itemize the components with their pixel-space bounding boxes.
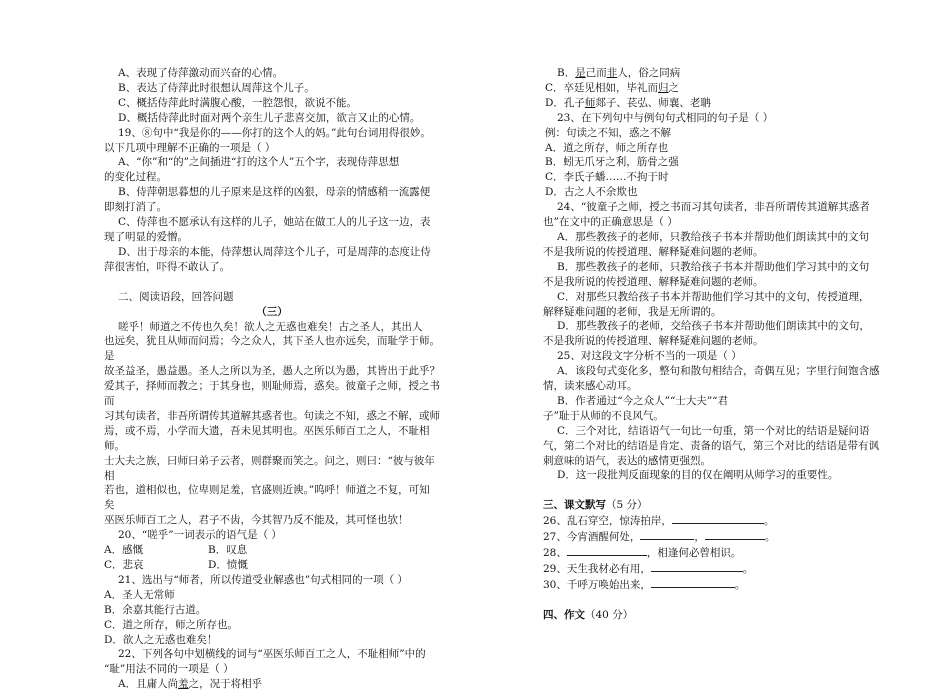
passage-line: 故圣益圣，愚益愚。圣人之所以为圣，愚人之所以为愚，其皆出于此乎？ <box>104 365 440 378</box>
q22-option-b-text-end: 人，俗之同病 <box>617 67 681 79</box>
passage-line: 巫医乐师百工之人，君子不齿，今其智乃反不能及，其可怪也欤！ <box>104 514 409 527</box>
q23-option-a: A．道之所存，师之所存也 <box>545 141 669 154</box>
q22-option-c-underlined: 归 <box>658 81 669 94</box>
passage-line: 爱其子，择师而教之；于其身也，则耻师焉，惑矣。彼童子之师，授之书而 <box>104 380 440 408</box>
fill-27-blank-2[interactable] <box>705 529 765 540</box>
passage-line: 焉，或不焉，小学而大遗，吾未见其明也。巫医乐师百工之人，不耻相师。 <box>104 424 430 452</box>
section-3-heading: 三、课文默写 <box>543 499 606 512</box>
fill-28-end: ，相逢何必曾相识。 <box>646 547 742 560</box>
q20-option-c: C．悲哀 <box>104 559 144 571</box>
q19-stem: 19、⑧句中“我是你的——你打的这个人的妈。”此句台词用得很妙。 <box>118 126 431 139</box>
q23-option-c: C．李氏子蟠……不拘于时 <box>545 171 669 184</box>
q18-option-b: B、表达了侍萍此时很想认周萍这个儿子。 <box>118 81 315 94</box>
q21-option-b: B．余嘉其能行古道。 <box>104 603 207 616</box>
q19-option-a: A、“你”和“的”之间插进“打的这个人”五个字，表现侍萍思想 <box>118 156 400 169</box>
q22-option-b-underlined-1: 是 <box>575 67 586 79</box>
q22-option-b-label: B． <box>557 67 576 79</box>
fill-26-end: 。 <box>763 515 775 528</box>
q19-option-d: D、出于母亲的本能，侍萍想认周萍这个儿子，可是周萍的态度让侍 <box>118 245 431 258</box>
q24-option-a-cont: 不是我所说的传授道理、解释疑难问题的老师。 <box>543 245 764 258</box>
q22-option-d <box>543 96 881 111</box>
q24-option-d: D．那些教孩子的老师，交给孩子书本并帮助他们朗读其中的文句， <box>557 320 870 333</box>
passage-line: 习其句读者，非吾所谓传其道解其惑者也。句读之不知，惑之不解，或师 <box>104 409 440 422</box>
q22-option-d-text-end: 郯子、苌弘、师襄、老聃 <box>595 96 711 109</box>
q24-option-b-cont: 不是我所说的传授道理、解释疑难问题的老师。 <box>543 275 764 288</box>
q25-option-d: D．这一段批判反面现象的目的仅在阐明从师学习的重要性。 <box>557 469 839 482</box>
fill-28-text: 28、 <box>543 547 567 560</box>
q24-stem: 24、“彼童子之师，授之书而习其句读者，非吾所谓传其道解其惑者 <box>557 201 870 214</box>
passage-line: 若也，道相似也，位卑则足羞，官盛则近谀。”呜呼！师道之不复，可知矣 <box>104 484 430 512</box>
q21-option-a: A．圣人无常师 <box>104 588 175 601</box>
q22-option-c <box>543 81 881 96</box>
q21-option-d: D．欲人之无惑也难矣！ <box>104 633 218 646</box>
passage-line: 嗟乎！师道之不传也久矣！欲人之无惑也难矣！古之圣人，其出人 <box>118 320 423 333</box>
q22-stem: 22、下列各句中划横线的词与“巫医乐师百工之人，不耻相师”中的 <box>118 648 426 661</box>
q22-option-c-text-end: 之 <box>668 81 680 94</box>
q22-option-b <box>543 66 881 81</box>
fill-28-blank[interactable] <box>567 545 647 556</box>
q18-option-d: D、概括侍萍此时面对两个亲生儿子悲喜交加，欲言又止的心情。 <box>118 111 421 124</box>
q24-option-c-cont: 解释疑难问题的老师，我是无所谓的。 <box>543 305 722 318</box>
fill-27-text: 27、今宵酒醒何处， <box>543 531 641 544</box>
q19-option-a-cont: 的变化过程。 <box>104 171 167 184</box>
section-4-heading: 四、作文 <box>543 608 585 621</box>
q22-stem-cont: “耻”用法不同的一项是（ ） <box>104 663 234 676</box>
fill-30-text: 30、千呼万唤始出来， <box>543 578 651 591</box>
q23-example: 例：句读之不知，惑之不解 <box>545 126 671 139</box>
q22-option-a <box>104 677 440 692</box>
q20-option-b: B．叹息 <box>208 544 248 557</box>
fill-30 <box>543 577 881 593</box>
q24-option-b: B．那些教孩子的老师，只教给孩子书本并帮助他们学习其中的文句 <box>557 260 870 273</box>
passage-line: 也远矣，犹且从师而问焉；今之众人，其下圣人也亦远矣，而耻学于师。是 <box>104 335 440 363</box>
q19-option-b-cont: 即刻打消了。 <box>104 201 167 214</box>
section-3-title <box>543 498 881 513</box>
q20-option-a: A．感慨 <box>104 544 144 557</box>
q23-stem: 23、在下列句中与例句句式相同的句子是（ ） <box>557 111 774 124</box>
q21-option-c: C．道之所存，师之所存也。 <box>104 618 239 631</box>
q22-option-d-underlined: 师 <box>584 96 596 109</box>
fill-29-text: 29、天生我材必有用， <box>543 563 651 575</box>
fill-27-mid: ， <box>694 531 705 544</box>
q19-option-d-cont: 萍很害怕，吓得不敢认了。 <box>104 260 230 273</box>
q18-option-c: C、概括侍萍此时满腹心酸，一腔怨恨，欲说不能。 <box>118 96 358 109</box>
q21-stem: 21、选出与“师者，所以传道受业解惑也”句式相同的一项（ ） <box>118 573 408 586</box>
q19-option-b: B、侍萍朝思暮想的儿子原来是这样的凶狠，母亲的情感稍一流露便 <box>118 186 431 199</box>
fill-26-blank[interactable] <box>672 513 764 524</box>
q23-option-b: B．蚓无爪牙之利，筋骨之强 <box>545 156 679 169</box>
q19-option-c-cont: 现了明显的爱憎。 <box>104 230 188 243</box>
q22-option-d-text: D．孔子 <box>545 96 585 109</box>
q25-option-c-cont: 刺意味的语气，表达的感情更强烈。 <box>543 454 711 467</box>
q19-option-c: C、侍萍也不愿承认有这样的儿子，她站在做工人的儿子这一边，表 <box>118 216 431 229</box>
q23-option-d: D．古之人不余欺也 <box>545 186 638 199</box>
q20-option-d: D．愤慨 <box>208 559 248 571</box>
q22-option-a-underlined: 羞 <box>178 678 189 691</box>
section-2-title: 二、阅读语段，回答问题 <box>118 290 234 303</box>
left-column <box>104 66 440 692</box>
q24-stem-cont: 也”在文中的正确意思是（ ） <box>543 216 678 229</box>
fill-29-blank[interactable] <box>651 561 743 572</box>
passage-title: （三） <box>256 305 288 318</box>
q25-option-b: B．作者通过“今之众人”“士大夫”“君 <box>557 394 729 407</box>
fill-27 <box>543 529 881 545</box>
q24-option-a: A．那些教孩子的老师，只教给孩子书本并帮助他们朗读其中的文句 <box>557 230 870 243</box>
q22-option-b-underlined-2: 非 <box>606 67 618 79</box>
fill-28 <box>543 545 881 561</box>
q24-option-c: C．对那些只教给孩子书本并帮助他们学习其中的文句，传授道理， <box>557 290 870 303</box>
q22-option-a-text: A．且庸人尚 <box>118 678 179 691</box>
q19-stem-cont: 以下几项中理解不正确的一项是（ ） <box>104 141 276 154</box>
passage-line: 士大夫之族，曰师曰弟子云者，则群聚而笑之。问之，则曰：“彼与彼年相 <box>104 454 435 482</box>
fill-26 <box>543 513 881 529</box>
q22-option-c-text: C．卒廷见相如，毕礼而 <box>545 81 659 94</box>
section-4-score: （40 分） <box>585 608 634 621</box>
q20-stem: 20、“嗟乎”一词表示的语气是（ ） <box>118 529 282 542</box>
fill-30-blank[interactable] <box>651 577 735 588</box>
q25-option-a: A．该段句式变化多，整句和散句相结合，奇偶互见；字里行间饱含感 <box>557 365 880 378</box>
fill-26-text: 26、乱石穿空，惊涛拍岸， <box>543 515 672 528</box>
fill-29 <box>543 561 881 577</box>
q25-option-c: C．三个对比，结语语气一句比一句重，第一个对比的结语是疑问语 <box>557 424 870 437</box>
q25-stem: 25、对这段文字分析不当的一项是（ ） <box>557 350 742 363</box>
fill-30-end: 。 <box>734 578 746 591</box>
right-column <box>543 66 881 623</box>
q25-option-c-cont: 气，第二个对比的结语是肯定、责备的语气，第三个对比的结语是带有讽 <box>543 439 879 452</box>
q20-options-row-2 <box>104 558 440 573</box>
q22-option-b-text: 己而 <box>585 67 607 79</box>
section-4-title <box>543 608 881 623</box>
q25-option-b-cont: 子”耻于从师的不良风气。 <box>543 409 664 422</box>
section-3-score: （5 分） <box>606 499 648 512</box>
q24-option-d-cont: 不是我所说的传授道理、解释疑难问题的老师。 <box>543 335 764 348</box>
q25-option-a-cont: 情，读来感心动耳。 <box>543 380 638 393</box>
q22-option-a-text-end: 之，况于将相乎 <box>188 678 263 691</box>
fill-29-end: 。 <box>742 563 754 575</box>
fill-27-end: 。 <box>764 531 776 544</box>
q18-option-a: A、表现了侍萍激动而兴奋的心情。 <box>118 67 284 79</box>
q20-options-row-1 <box>104 543 440 558</box>
fill-27-blank-1[interactable] <box>640 529 694 540</box>
